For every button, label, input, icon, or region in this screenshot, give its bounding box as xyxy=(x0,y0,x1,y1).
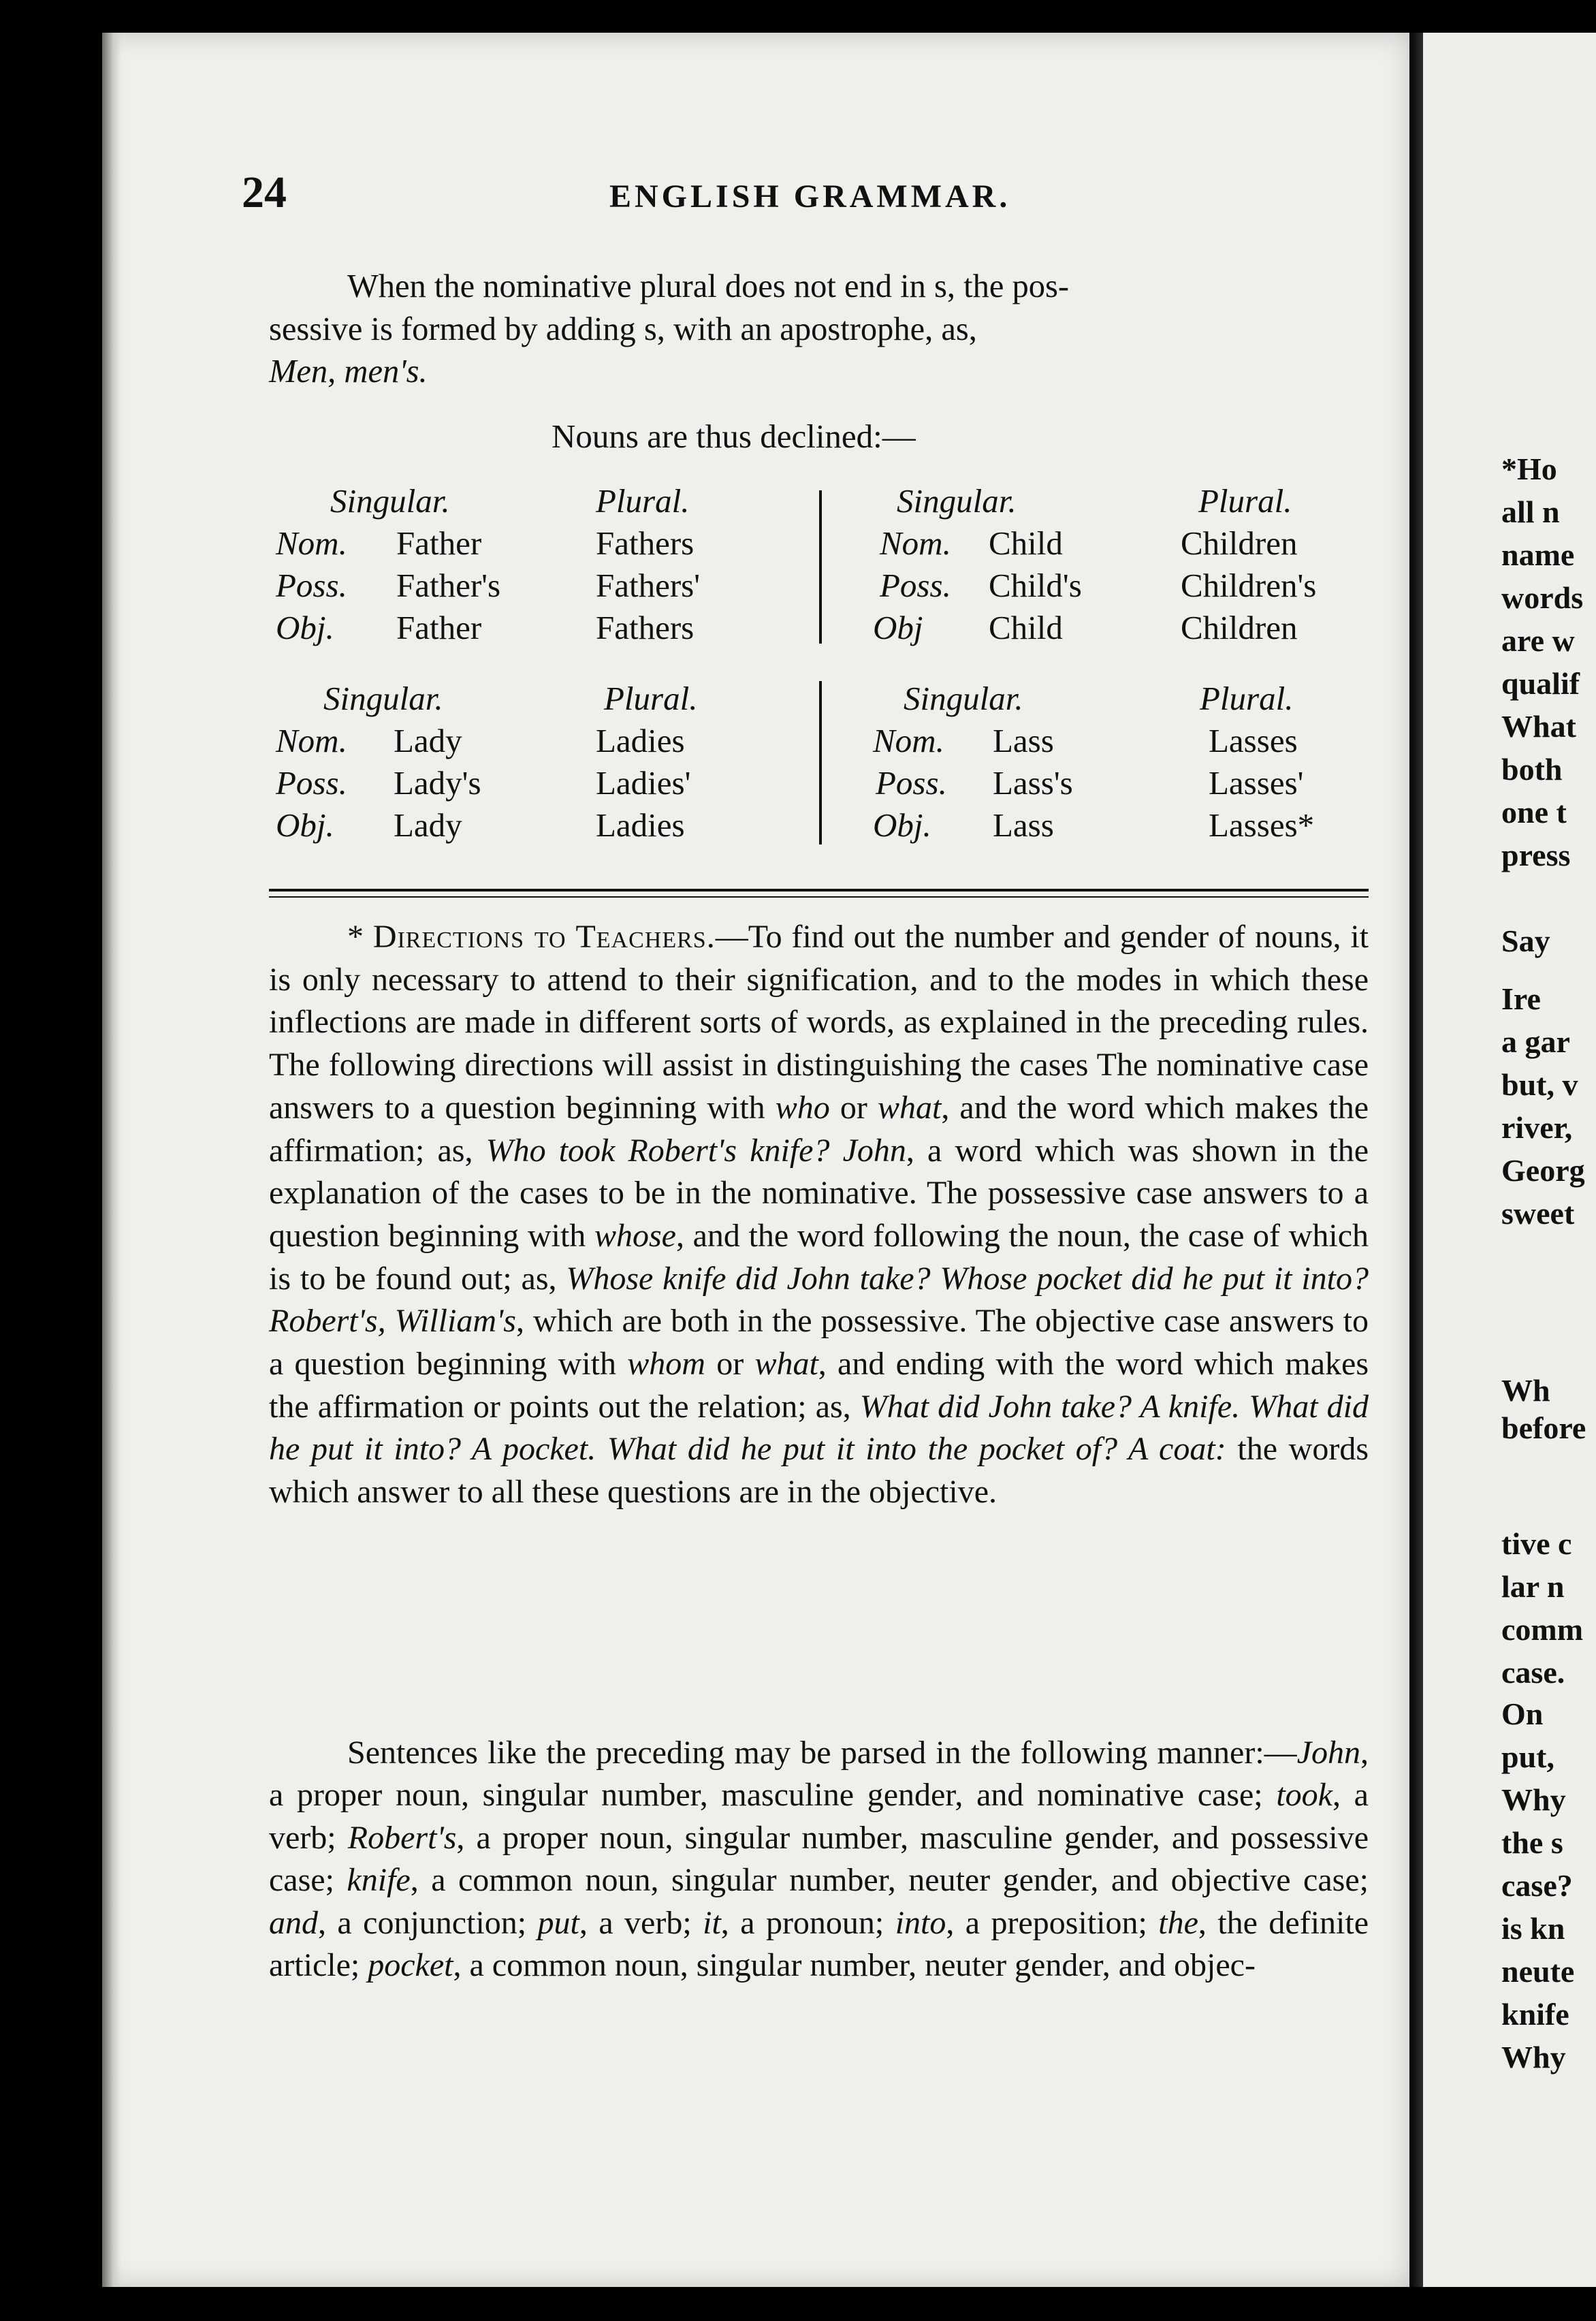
italic-term: whom xyxy=(627,1346,705,1383)
italic-term: knife xyxy=(347,1862,411,1899)
singular-header: Singular. xyxy=(330,482,450,520)
italic-term: into xyxy=(895,1904,946,1941)
plural-header: Plural. xyxy=(1198,482,1292,520)
text-run: , which are both in the possessive. The objective case answers to a question beginning with xyxy=(269,1303,1369,1383)
facing-page-fragment: Why xyxy=(1501,2040,1566,2074)
text-run: , a conjunction; xyxy=(318,1904,538,1941)
italic-term: what xyxy=(754,1346,818,1383)
case-label: Obj. xyxy=(276,806,334,844)
intro-paragraph xyxy=(269,266,1369,394)
facing-page-fragment: all n xyxy=(1501,494,1560,529)
declension-child xyxy=(873,480,1370,649)
case-label: Poss. xyxy=(880,567,951,604)
text-run: , a preposition; xyxy=(946,1904,1159,1941)
facing-page-fragment: neute xyxy=(1501,1954,1575,1989)
plural-form: Lasses' xyxy=(1209,764,1304,802)
singular-header: Singular. xyxy=(897,482,1017,520)
facing-page-fragment: Why xyxy=(1501,1782,1566,1817)
plural-form: Ladies xyxy=(596,722,685,759)
plural-header: Plural. xyxy=(604,680,698,717)
parsing-text xyxy=(269,1732,1369,1987)
text-run: , a common noun, singular number, neuter gender, and objec- xyxy=(453,1947,1256,1984)
singular-form: Lass xyxy=(993,806,1054,844)
text-run: Sentences like the preceding may be parsed in the following manner:— xyxy=(347,1735,1297,1771)
text-run: , a word which was shown in the explanation of the cases to be in the nominative. The possessive case answers to a question beginning with xyxy=(269,1132,1369,1254)
text-run: , a verb; xyxy=(579,1904,703,1941)
singular-form: Child xyxy=(989,524,1063,562)
facing-page-fragment: words xyxy=(1501,580,1584,615)
case-label: Poss. xyxy=(276,764,347,802)
italic-term: who xyxy=(775,1089,830,1126)
singular-form: Lass xyxy=(993,722,1054,759)
text-run: , a common noun, singular number, neuter gender, and objective case; xyxy=(410,1862,1369,1899)
facing-page-fragment: qualif xyxy=(1501,666,1580,701)
case-label: Nom. xyxy=(276,524,347,562)
singular-form: Lady xyxy=(394,722,462,759)
singular-form: Father's xyxy=(396,567,501,604)
case-label: Nom. xyxy=(873,722,944,759)
text-run: or xyxy=(829,1089,878,1126)
plural-form: Ladies xyxy=(596,806,685,844)
case-label: Poss. xyxy=(876,764,947,802)
teachers-note-text xyxy=(269,916,1369,1514)
facing-page-fragment: Say xyxy=(1501,923,1550,958)
plural-header: Plural. xyxy=(596,482,690,520)
text-run: , a pronoun; xyxy=(720,1904,895,1941)
text-run: , the definite article; xyxy=(269,1904,1369,1984)
text-run: or xyxy=(705,1346,755,1383)
plural-form: Ladies' xyxy=(596,764,691,802)
italic-term: Who took Robert's knife? John xyxy=(485,1132,906,1169)
plural-form: Fathers xyxy=(596,524,695,562)
italic-term: Whose knife did John take? Whose pocket did he put it into? Robert's, William's xyxy=(269,1260,1369,1340)
italic-term: it xyxy=(703,1904,721,1941)
text-run: the words which answer to all these questions are in the objective. xyxy=(269,1431,1369,1511)
singular-form: Lady xyxy=(394,806,462,844)
facing-page-fragment: case? xyxy=(1501,1868,1573,1903)
facing-page-fragment: press xyxy=(1501,838,1571,872)
italic-term: what xyxy=(877,1089,942,1126)
footnote-rule xyxy=(269,889,1369,891)
italic-term: What did John take? A knife. What did he put it into? A pocket. What did he put it into the pocket of? A coat: xyxy=(269,1388,1369,1468)
facing-page-fragment: the s xyxy=(1501,1825,1563,1860)
case-label: Obj xyxy=(873,609,923,646)
column-divider xyxy=(819,681,822,844)
parsing-paragraph xyxy=(269,1732,1369,1987)
case-label: Poss. xyxy=(276,567,347,604)
facing-page-fragment: put, xyxy=(1501,1739,1554,1774)
facing-page-fragment: name xyxy=(1501,537,1575,572)
italic-term: and xyxy=(269,1904,318,1941)
facing-page-fragment: Georg xyxy=(1501,1153,1585,1188)
intro-example-text: Men, men's. xyxy=(269,353,428,390)
singular-header: Singular. xyxy=(323,680,443,717)
footnote-marker: * xyxy=(347,919,373,955)
column-divider xyxy=(819,490,822,644)
teachers-note xyxy=(269,916,1369,1514)
italic-term: put xyxy=(537,1904,579,1941)
facing-page-fragment: one t xyxy=(1501,795,1567,830)
footnote-rule-thin xyxy=(269,896,1369,898)
declension-lady xyxy=(276,678,766,847)
facing-page-fragment: a gar xyxy=(1501,1024,1570,1059)
page-edge-shadow xyxy=(102,33,121,2287)
text-run: , a proper noun, singular number, masculine gender, and possessive case; xyxy=(269,1819,1369,1899)
declension-lass xyxy=(873,678,1370,847)
facing-page-fragment: lar n xyxy=(1501,1569,1565,1604)
running-head xyxy=(242,167,1365,228)
facing-page-fragment: tive c xyxy=(1501,1526,1572,1561)
singular-header: Singular. xyxy=(904,680,1023,717)
singular-form: Lass's xyxy=(993,764,1073,802)
plural-form: Fathers' xyxy=(596,567,701,604)
case-label: Obj. xyxy=(873,806,931,844)
facing-page-fragment: case. xyxy=(1501,1655,1565,1690)
text-run: , and the word which makes the affirmation; as, xyxy=(269,1089,1369,1169)
singular-form: Father xyxy=(396,609,482,646)
text-run: , a proper noun, singular number, masculine gender, and nominative case; xyxy=(269,1735,1369,1814)
declension-father xyxy=(276,480,766,649)
facing-page-fragment: Wh xyxy=(1501,1373,1550,1408)
facing-page-fragment: Ire xyxy=(1501,981,1541,1016)
plural-form: Children xyxy=(1181,609,1298,646)
singular-form: Child xyxy=(989,609,1063,646)
facing-page-fragment: What xyxy=(1501,709,1576,744)
text-run: , a verb; xyxy=(269,1777,1369,1856)
facing-page-fragment: On xyxy=(1501,1696,1544,1731)
italic-term: whose xyxy=(594,1217,676,1254)
intro-example xyxy=(269,351,1369,394)
note-heading: Directions to Teachers. xyxy=(372,919,716,955)
italic-term: pocket xyxy=(368,1947,453,1984)
declension-intro: Nouns are thus declined:— xyxy=(552,417,916,455)
intro-line-2: sessive is formed by adding s, with an apostrophe, as, xyxy=(269,311,977,347)
facing-page-fragment: but, v xyxy=(1501,1067,1578,1102)
italic-term: took xyxy=(1276,1777,1332,1814)
singular-form: Father xyxy=(396,524,482,562)
case-label: Nom. xyxy=(276,722,347,759)
facing-page-fragment: river, xyxy=(1501,1110,1573,1145)
page-number: 24 xyxy=(242,168,287,217)
note-body xyxy=(269,919,1369,1510)
italic-term: John xyxy=(1296,1735,1360,1771)
plural-form: Lasses* xyxy=(1209,806,1315,844)
facing-page-fragment: sweet xyxy=(1501,1196,1575,1231)
facing-page-fragment: are w xyxy=(1501,623,1575,658)
facing-page-fragment: before xyxy=(1501,1410,1586,1445)
intro-line-1: When the nominative plural does not end in s, the pos- xyxy=(347,268,1070,304)
facing-page-fragment: comm xyxy=(1501,1612,1584,1647)
plural-header: Plural. xyxy=(1200,680,1294,717)
plural-form: Children xyxy=(1181,524,1298,562)
text-run: , and ending with the word which makes the affirmation or points out the relation; as, xyxy=(269,1346,1369,1425)
plural-form: Lasses xyxy=(1209,722,1298,759)
text-run: —To find out the number and gender of nouns, it is only necessary to attend to their signification, and to the modes in which these inflections are made in different sorts of words, as explained in the preceding rules. The following directions will assist in distinguishing the cases The nominative case answers to a question beginning with xyxy=(269,919,1369,1126)
plural-form: Children's xyxy=(1181,567,1317,604)
italic-term: Robert's xyxy=(347,1819,457,1856)
facing-page-fragment: both xyxy=(1501,752,1563,787)
plural-form: Fathers xyxy=(596,609,695,646)
case-label: Obj. xyxy=(276,609,334,646)
singular-form: Lady's xyxy=(394,764,481,802)
singular-form: Child's xyxy=(989,567,1082,604)
facing-page-fragment: *Ho xyxy=(1501,452,1557,486)
italic-term: the xyxy=(1158,1904,1198,1941)
case-label: Nom. xyxy=(880,524,951,562)
running-title: ENGLISH GRAMMAR. xyxy=(609,178,1011,215)
facing-page-fragment: is kn xyxy=(1501,1911,1565,1946)
text-run: , and the word following the noun, the case of which is to be found out; as, xyxy=(269,1217,1369,1297)
facing-page-fragment: knife xyxy=(1501,1997,1569,2032)
